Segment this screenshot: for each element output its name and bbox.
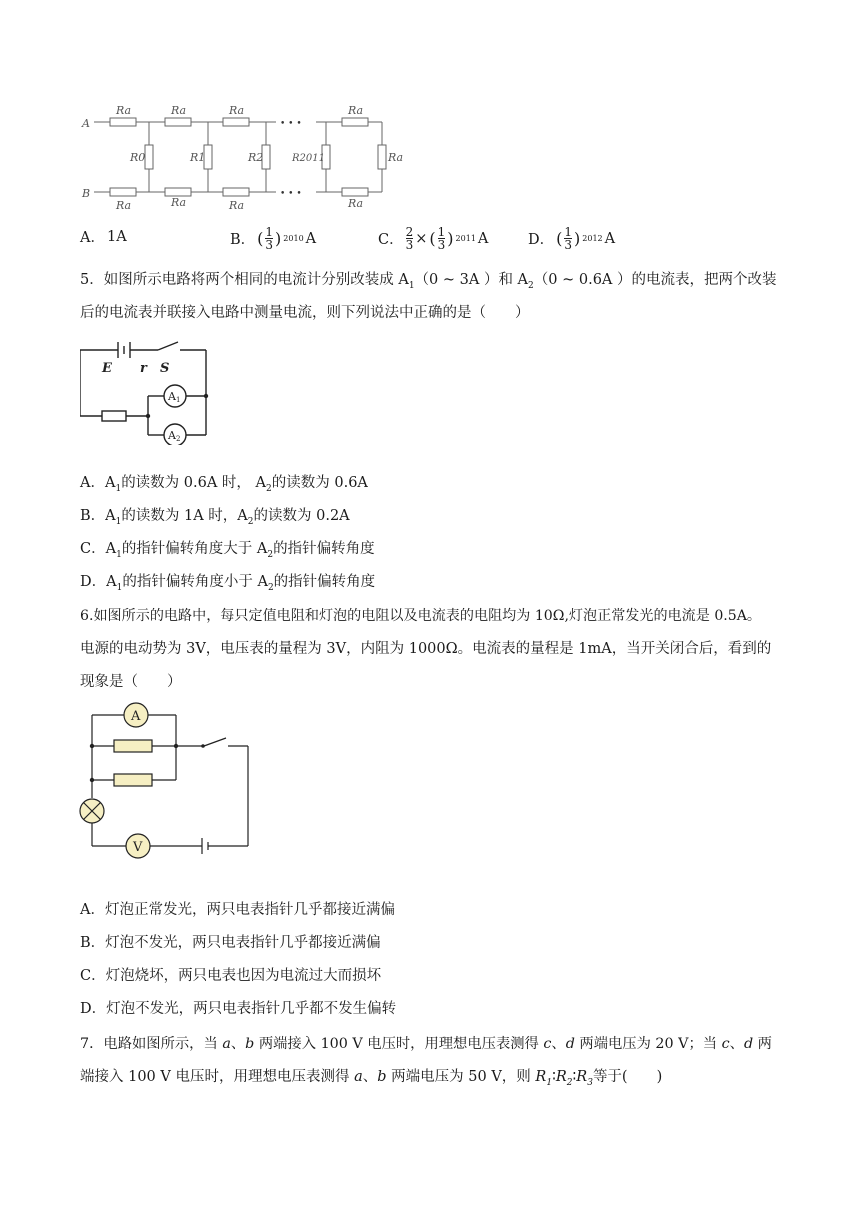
q7-stem-line1: 7．电路如图所示，当 a、b 两端接入 100 V 电压时，用理想电压表测得 c、d 两端电压为 20 V；当 c、d 两: [80, 1036, 772, 1052]
resistor-r0: [145, 145, 153, 169]
r1-label: R1: [190, 151, 206, 164]
resistor-ra: [342, 188, 368, 196]
resistor-ra: [110, 188, 136, 196]
resistor: [102, 411, 126, 421]
node-a-label: A: [82, 117, 90, 130]
exponent: 2012: [582, 234, 603, 243]
resistor: [114, 774, 152, 786]
resistor-ra: [165, 188, 191, 196]
ra-label: Ra: [116, 199, 132, 212]
exponent: 2010: [283, 234, 304, 243]
option-d[interactable]: D． ( $\frac{1}{3}$ ) 2012 A: [528, 225, 616, 252]
q5-option-b[interactable]: B．$A_1$的读数为 1A 时，$A_2$的读数为 0.2A: [80, 508, 350, 527]
option-b[interactable]: B． ( $\frac{1}{3}$ ) 2010 A: [230, 225, 317, 252]
unit: A: [305, 230, 317, 247]
resistor-ra: [223, 188, 249, 196]
q5-circuit-figure: [80, 340, 215, 445]
q6-stem-line2: 电源的电动势为 3V，电压表的量程为 3V，内阻为 1000Ω。电流表的量程是 1mA，当开关闭合后，看到的: [80, 641, 772, 657]
resistor: [114, 740, 152, 752]
ra-label: Ra: [348, 104, 364, 117]
resistor-ra: [110, 118, 136, 126]
option-label: D．: [528, 232, 555, 248]
ra-label: Ra: [171, 196, 187, 209]
q6-stem-line3: 现象是（ ）: [80, 674, 182, 690]
r0-label: R0: [130, 151, 146, 164]
unit: A: [604, 230, 616, 247]
option-label: B．: [230, 232, 256, 248]
option-c[interactable]: C． $\frac{2}{3}$ × ( $\frac{1}{3}$ ) 2011 A: [378, 225, 489, 252]
internal-resistance-label: r: [140, 361, 147, 376]
ammeter-label: A: [131, 709, 141, 724]
voltmeter-label: V: [133, 840, 143, 855]
ladder-circuit-figure: [80, 100, 410, 215]
exponent: 2011: [455, 234, 476, 243]
switch-blade: [158, 342, 178, 350]
ra-label: Ra: [171, 104, 187, 117]
q5-stem-line1: 5．如图所示电路将两个相同的电流计分别改装成 $A_1(0$ ~ 3A ）和 $A_2(0$ ~ 0.6A ）的电流表，把两个改装: [80, 272, 777, 291]
emf-label: E: [102, 361, 112, 376]
resistor-ra-end: [378, 145, 386, 169]
ellipsis-dots: • • •: [280, 189, 302, 199]
a2-label: A2: [168, 429, 181, 443]
option-label: A．: [80, 230, 105, 246]
q6-option-b[interactable]: B．灯泡不发光，两只电表指针几乎都接近满偏: [80, 935, 381, 951]
ra-label: Ra: [229, 199, 245, 212]
ra-label: Ra: [116, 104, 132, 117]
q6-option-c[interactable]: C．灯泡烧坏，两只电表也因为电流过大而损坏: [80, 968, 382, 984]
ellipsis-dots: • • •: [280, 119, 302, 129]
fraction: $\frac{2}{3}$: [405, 225, 414, 252]
option-a[interactable]: [80, 226, 127, 247]
q6-option-a[interactable]: A．灯泡正常发光，两只电表指针几乎都接近满偏: [80, 902, 395, 918]
option-label: C．: [378, 232, 404, 248]
node-b-label: B: [82, 187, 91, 200]
fraction: $\frac{1}{3}$: [564, 225, 573, 252]
r2-label: R2: [248, 151, 264, 164]
resistor-ra: [223, 118, 249, 126]
ra-label: Ra: [348, 197, 364, 210]
resistor-ra: [165, 118, 191, 126]
q5-option-c[interactable]: C．$A_1$的指针偏转角度大于 $A_2$的指针偏转角度: [80, 541, 375, 560]
r2011-label: R2011: [292, 153, 325, 164]
q6-option-d[interactable]: D．灯泡不发光，两只电表指针几乎都不发生偏转: [80, 1001, 397, 1017]
q5-stem-line2: 后的电流表并联接入电路中测量电流，则下列说法中正确的是（ ）: [80, 305, 530, 321]
q5-option-a[interactable]: A．$A_1$的读数为 0.6A 时， $A_2$的读数为 0.6A: [80, 475, 368, 494]
fraction: $\frac{1}{3}$: [265, 225, 274, 252]
ra-label: Ra: [388, 151, 404, 164]
times-sign: ×: [415, 230, 428, 247]
q7-stem-line2: 端接入 100 V 电压时，用理想电压表测得 a、b 两端电压为 50 V，则 $R_1∶R_2∶R_3$等于( ): [80, 1069, 663, 1088]
option-text: 1A: [106, 228, 127, 245]
unit: A: [477, 230, 489, 247]
ra-label: Ra: [229, 104, 245, 117]
a1-label: A1: [168, 390, 181, 404]
fraction: $\frac{1}{3}$: [437, 225, 446, 252]
q6-stem-line1: 6.如图所示的电路中，每只定值电阻和灯泡的电阻以及电流表的电阻均为 10Ω,灯泡正常发光的电流是 0.5A。: [80, 608, 762, 624]
q5-option-d[interactable]: D．$A_1$的指针偏转角度小于 $A_2$的指针偏转角度: [80, 574, 376, 593]
q6-circuit-figure: [78, 700, 253, 862]
switch-label: S: [160, 361, 170, 376]
resistor-ra: [342, 118, 368, 126]
switch-blade: [204, 738, 226, 746]
